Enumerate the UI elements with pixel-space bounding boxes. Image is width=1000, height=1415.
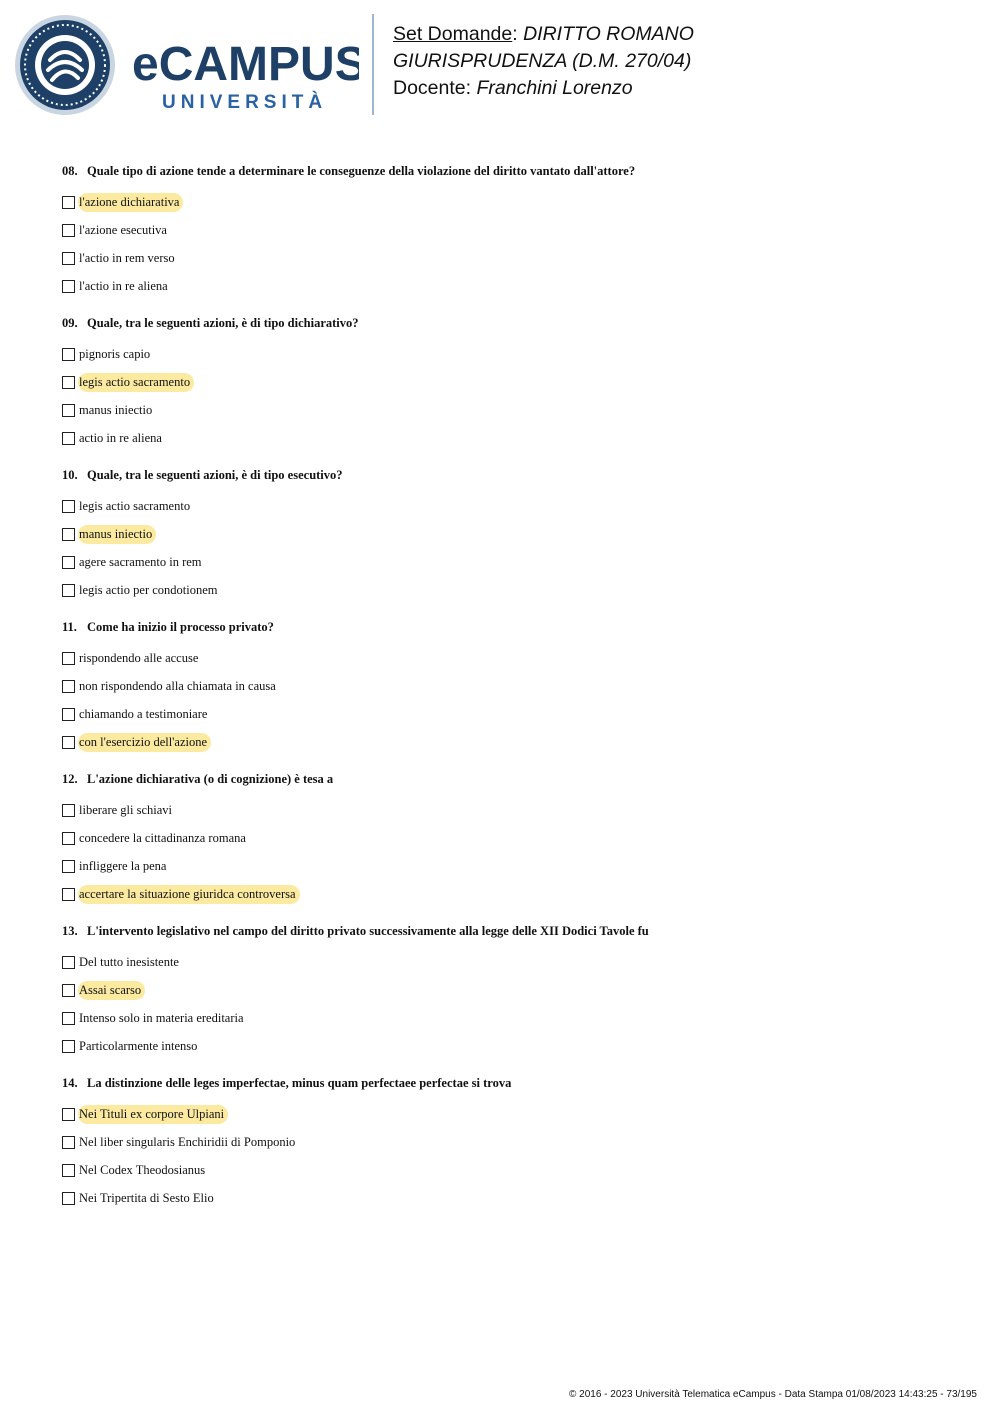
question-block: [62, 619, 962, 756]
answer-text-highlighted: con l'esercizio dell'azione: [78, 733, 211, 752]
answer-option[interactable]: [62, 1128, 962, 1156]
question-block: [62, 771, 962, 908]
answer-option[interactable]: [62, 796, 962, 824]
answer-text: Del tutto inesistente: [79, 954, 179, 969]
answer-text: l'actio in rem verso: [79, 250, 175, 265]
answer-text-highlighted: Nei Tituli ex corpore Ulpiani: [78, 1105, 228, 1124]
answer-text: legis actio per condotionem: [79, 582, 218, 597]
answer-checkbox[interactable]: [62, 500, 75, 513]
answer-checkbox[interactable]: [62, 280, 75, 293]
answer-option[interactable]: [62, 188, 962, 216]
teacher-label: Docente:: [393, 77, 472, 99]
answer-checkbox[interactable]: [62, 528, 75, 541]
header-divider: [372, 14, 374, 115]
set-label: Set Domande: [393, 23, 513, 45]
answer-checkbox[interactable]: [62, 1040, 75, 1053]
answer-option[interactable]: [62, 272, 962, 300]
question-text: L'intervento legislativo nel campo del diritto privato successivamente alla legge delle XII Dodici Tavole fu: [87, 924, 649, 938]
answer-option[interactable]: [62, 520, 962, 548]
answer-option[interactable]: [62, 368, 962, 396]
answer-checkbox[interactable]: [62, 196, 75, 209]
question-title: [62, 619, 962, 635]
answer-checkbox[interactable]: [62, 1012, 75, 1025]
answer-text: agere sacramento in rem: [79, 554, 202, 569]
page-footer: © 2016 - 2023 Università Telematica eCampus - Data Stampa 01/08/2023 14:43:25 - 73/195: [569, 1389, 977, 1400]
answer-checkbox[interactable]: [62, 680, 75, 693]
answer-text: l'azione esecutiva: [79, 222, 167, 237]
answer-text-highlighted: l'azione dichiarativa: [78, 193, 183, 212]
answer-checkbox[interactable]: [62, 956, 75, 969]
answer-option[interactable]: [62, 644, 962, 672]
answer-option[interactable]: [62, 340, 962, 368]
answer-checkbox[interactable]: [62, 556, 75, 569]
answer-checkbox[interactable]: [62, 404, 75, 417]
answer-text: rispondendo alle accuse: [79, 650, 199, 665]
question-title: [62, 467, 962, 483]
answer-checkbox[interactable]: [62, 432, 75, 445]
answer-checkbox[interactable]: [62, 652, 75, 665]
answer-checkbox[interactable]: [62, 1164, 75, 1177]
answer-text: Nel Codex Theodosianus: [79, 1162, 206, 1177]
answer-text: Nei Tripertita di Sesto Elio: [79, 1190, 214, 1205]
answer-text: non rispondendo alla chiamata in causa: [79, 678, 276, 693]
answer-option[interactable]: [62, 700, 962, 728]
answer-checkbox[interactable]: [62, 348, 75, 361]
answer-text-highlighted: accertare la situazione giuridca controversa: [78, 885, 300, 904]
answer-text: legis actio sacramento: [79, 498, 191, 513]
answer-text: pignoris capio: [79, 346, 151, 361]
answer-checkbox[interactable]: [62, 832, 75, 845]
answer-checkbox[interactable]: [62, 1192, 75, 1205]
answer-option[interactable]: [62, 672, 962, 700]
answer-text: actio in re aliena: [79, 430, 162, 445]
answer-checkbox[interactable]: [62, 224, 75, 237]
answer-text: chiamando a testimoniare: [79, 706, 208, 721]
answer-text: Nel liber singularis Enchiridii di Pomponio: [79, 1134, 296, 1149]
answer-option[interactable]: [62, 244, 962, 272]
answer-option[interactable]: [62, 396, 962, 424]
answer-checkbox[interactable]: [62, 984, 75, 997]
answer-checkbox[interactable]: [62, 584, 75, 597]
answer-checkbox[interactable]: [62, 1108, 75, 1121]
question-text: Quale, tra le seguenti azioni, è di tipo esecutivo?: [87, 468, 343, 482]
answer-option[interactable]: [62, 1100, 962, 1128]
answer-option[interactable]: [62, 728, 962, 756]
answer-text: liberare gli schiavi: [79, 802, 173, 817]
question-title: [62, 315, 962, 331]
answer-option[interactable]: [62, 1156, 962, 1184]
answer-option[interactable]: [62, 492, 962, 520]
question-block: [62, 1075, 962, 1212]
question-number: 08.: [62, 164, 78, 178]
answer-checkbox[interactable]: [62, 1136, 75, 1149]
ecampus-logo: [14, 14, 359, 118]
answer-option[interactable]: [62, 216, 962, 244]
question-title: [62, 1075, 962, 1091]
question-block: [62, 163, 962, 300]
question-block: [62, 923, 962, 1060]
answer-option[interactable]: [62, 948, 962, 976]
answer-checkbox[interactable]: [62, 736, 75, 749]
question-number: 13.: [62, 924, 78, 938]
question-text: La distinzione delle leges imperfectae, minus quam perfectaee perfectae si trova: [87, 1076, 512, 1090]
logo-brand-text: eCAMPUS: [132, 38, 359, 91]
question-text: L'azione dichiarativa (o di cognizione) è tesa a: [87, 772, 334, 786]
answer-option[interactable]: [62, 880, 962, 908]
question-title: [62, 163, 962, 179]
question-block: [62, 467, 962, 604]
answer-checkbox[interactable]: [62, 252, 75, 265]
answer-text-highlighted: legis actio sacramento: [78, 373, 194, 392]
logo-sub-text: UNIVERSITÀ: [162, 92, 328, 113]
answer-option[interactable]: [62, 424, 962, 452]
answer-option[interactable]: [62, 976, 962, 1004]
answer-text: l'actio in re aliena: [79, 278, 168, 293]
answer-text-highlighted: Assai scarso: [78, 981, 145, 1000]
answer-option[interactable]: [62, 824, 962, 852]
answer-checkbox[interactable]: [62, 804, 75, 817]
answer-checkbox[interactable]: [62, 708, 75, 721]
teacher-line: [393, 75, 694, 102]
question-number: 09.: [62, 316, 78, 330]
question-number: 14.: [62, 1076, 78, 1090]
question-block: [62, 315, 962, 452]
answer-option[interactable]: [62, 1032, 962, 1060]
answer-checkbox[interactable]: [62, 376, 75, 389]
answer-option[interactable]: [62, 548, 962, 576]
answer-text: Intenso solo in materia ereditaria: [79, 1010, 244, 1025]
question-title: [62, 923, 962, 939]
question-list: [62, 163, 962, 1227]
answer-option[interactable]: [62, 1004, 962, 1032]
question-number: 10.: [62, 468, 78, 482]
question-text: Quale tipo di azione tende a determinare le conseguenze della violazione del diritto vantato dall'attore?: [87, 164, 636, 178]
answer-option[interactable]: [62, 576, 962, 604]
answer-text: manus iniectio: [79, 402, 153, 417]
answer-text: infliggere la pena: [79, 858, 167, 873]
course-name: GIURISPRUDENZA (D.M. 270/04): [393, 50, 692, 72]
teacher-name: Franchini Lorenzo: [476, 77, 633, 99]
answer-checkbox[interactable]: [62, 860, 75, 873]
answer-option[interactable]: [62, 1184, 962, 1212]
set-value: DIRITTO ROMANO: [523, 23, 694, 45]
answer-text-highlighted: manus iniectio: [78, 525, 156, 544]
question-number: 12.: [62, 772, 78, 786]
answer-option[interactable]: [62, 852, 962, 880]
document-header: [393, 21, 694, 102]
answer-text: Particolarmente intenso: [79, 1038, 198, 1053]
answer-text: concedere la cittadinanza romana: [79, 830, 246, 845]
question-text: Come ha inizio il processo privato?: [87, 620, 274, 634]
answer-checkbox[interactable]: [62, 888, 75, 901]
question-text: Quale, tra le seguenti azioni, è di tipo dichiarativo?: [87, 316, 359, 330]
question-number: 11.: [62, 620, 77, 634]
question-title: [62, 771, 962, 787]
ecampus-seal-icon: [14, 14, 359, 118]
course-line: [393, 48, 694, 75]
set-line: Set Domande: DIRITTO ROMANO: [393, 23, 694, 45]
